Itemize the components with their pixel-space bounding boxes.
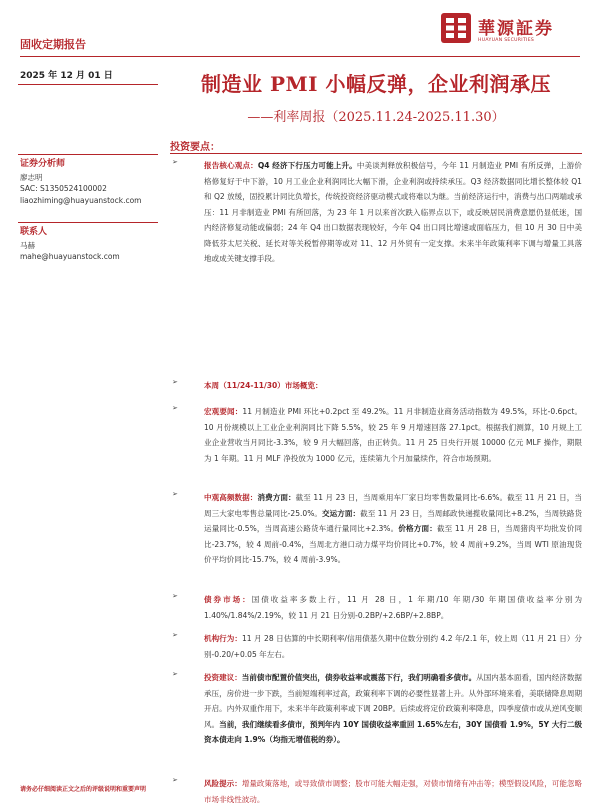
bullet-label: 债券市场： (204, 595, 252, 604)
bullet-lead: 当前债市配置价值突出，债券收益率或震荡下行，我们明确看多债市。 (241, 673, 477, 682)
logo-name: 華源証券 (478, 19, 554, 39)
bullet-text: 中美谈判释放积极信号，今年 11 月制造业 PMI 有所反弹，上游价格修复好于中下游，10 月工业企业利润同比大幅下滑，企业利润或持续承压。Q3 经济数据同比增长整体较 Q1 和 Q2 放缓，固投累计同比负增长，传统投资经济驱动模式或将难以为继。当前经济运行中，消费与出口两端或承压：11 月非制造业 PMI 有所回落，为 23 年 1 月以来首次跌入临界点以下，或反映居民消费意愿仍显低迷，国内经济修复动能或偏弱；24 年 Q4 出口数据表现较好，今年 Q4 出口同比增速或面临压力，但 10 月 30 日中美降低芬太尼关税、延长对等关税暂停期等或对 11、12 月外贸有一定支撑。未来半年政策利率下调与增量工具落地或成关键支撑手段。 (204, 161, 582, 263)
bullet-text: 增量政策落地，或导致债市调整；股市可能大幅走强，对债市情绪有冲击等；模型假设风险，可能忽略市场非线性波动。 (204, 779, 582, 804)
bullet-label: 宏观要闻： (204, 407, 243, 416)
analyst-name: 廖志明 (20, 173, 43, 182)
bullet-text: 国债收益率多数上行，11 月 28 日，1 年期/10 年期/30 年期国债收益率分别为 1.40%/1.84%/2.19%，较 11 月 21 日分别-0.2BP/+2.6BP/+2.8BP。 (204, 595, 582, 620)
report-type-label: 固收定期报告 (20, 38, 86, 51)
bullet-text: 11 月制造业 PMI 环比+0.2pct 至 49.2%。11 月非制造业商务活动指数为 49.5%，环比-0.6pct。10 月份规模以上工业企业利润同比下降 5.5%，较 25 年 9 月增速回落 27.1pct。根据我们测算，10 月规上工业企业营收当月同比-3.3%，较 9 月大幅回落，由正转负。11 月 25 日央行开展 10000 亿元 MLF 操作，期限为 1 年期。11 月 MLF 净投放为 1000 亿元，连续第九个月加量续作，符合市场预期。 (204, 407, 582, 463)
sidebar-divider (18, 154, 158, 155)
transport-text: 截至 11 月 23 日，当周邮政快递揽收量同比+8.2%，当周铁路货运量同比-0.5%，当周高速公路货车通行量同比+2.3%。 (204, 508, 582, 533)
sidebar-divider (18, 222, 158, 223)
bullet-arrow-icon: ➢ (172, 158, 178, 166)
logo-subtitle: HUAYUAN SECURITIES (478, 38, 535, 43)
consumption-text: 截至 11 月 23 日，当周乘用车厂家日均零售数量同比-6.6%。截至 11 月 21 日，当周三大家电零售总量同比-25.0%。 (204, 493, 582, 518)
page-header (0, 0, 600, 62)
bullet-label: 本周（11/24-11/30）市场概览： (204, 381, 323, 390)
bullet-arrow-icon: ➢ (172, 592, 178, 600)
company-logo (440, 12, 580, 52)
header-divider (20, 56, 580, 57)
sidebar-divider (18, 84, 158, 85)
bullet-label: 机构行为： (204, 634, 242, 643)
footer-disclaimer: 请务必仔细阅读正文之后的评级说明和重要声明 (20, 786, 147, 793)
bullet-arrow-icon: ➢ (172, 631, 178, 639)
report-title: 制造业 PMI 小幅反弹，企业利润承压 (201, 72, 551, 96)
bullet-arrow-icon: ➢ (172, 670, 178, 678)
report-subtitle: ——利率周报（2025.11.24-2025.11.30） (247, 110, 505, 125)
contact-heading: 联系人 (20, 227, 48, 237)
price-text: 截至 11 月 28 日，当周猪肉平均批发价同比-23.7%，较 4 周前-0.4%，当周北方港口动力煤平均价同比+0.7%，较 4 周前+9.2%，当周 WTI 原油现货价平均价同比-15.7%，较 4 周前-3.9%。 (204, 524, 582, 564)
bullet-conclusion: 当前，我们继续看多债市，预判年内 10Y 国债收益率重回 1.65%左右，30Y 国债看 1.9%，5Y 大行二级资本债走向 1.9%（均指无增值税的券）。 (204, 719, 582, 744)
bullet-arrow-icon: ➢ (172, 404, 178, 412)
bullet-lead: Q4 经济下行压力可能上升。 (257, 161, 357, 170)
contact-name: 马赫 (20, 241, 35, 250)
summary-heading: 投资要点： (170, 142, 220, 153)
contact-email[interactable]: mahe@huayuanstock.com (20, 252, 120, 261)
bullet-label: 报告核心观点： (204, 161, 258, 170)
bullet-arrow-icon: ➢ (172, 776, 178, 784)
bullet-text: 11 月 28 日估算的中长期利率/信用债基久期中位数分别约 4.2 年/2.1 年，较上周（11 月 21 日）分别-0.20/+0.05 年左右。 (204, 634, 582, 659)
report-date: 2025 年 12 月 01 日 (20, 71, 113, 81)
analyst-email[interactable]: liaozhiming@huayuanstock.com (20, 196, 142, 205)
analyst-sac: SAC: S1350524100002 (20, 184, 107, 193)
bullet-arrow-icon: ➢ (172, 378, 178, 386)
bullet-label: 投资建议： (204, 673, 242, 682)
bullet-text: 从国内基本面看，国内经济数据承压，房价进一步下跌，当前短端利率过高，政策利率下调的必要性显著上升。从外部环境来看，美联储降息周期开启。内外双重作用下，未来半年政策利率或下调 20BP。后续或将定价政策利率降息，四季度债市或从逆风变顺风。 (204, 673, 582, 729)
price-label: 价格方面： (398, 524, 437, 533)
bullet-label: 风险提示： (204, 779, 242, 788)
transport-label: 交运方面： (322, 508, 361, 518)
bullet-arrow-icon: ➢ (172, 490, 178, 498)
bullet-label: 中观高频数据： (204, 493, 258, 502)
analyst-heading: 证券分析师 (20, 159, 66, 169)
consumption-label: 消费方面： (257, 493, 296, 502)
logo-mark-icon (440, 12, 472, 44)
summary-divider (170, 153, 582, 154)
